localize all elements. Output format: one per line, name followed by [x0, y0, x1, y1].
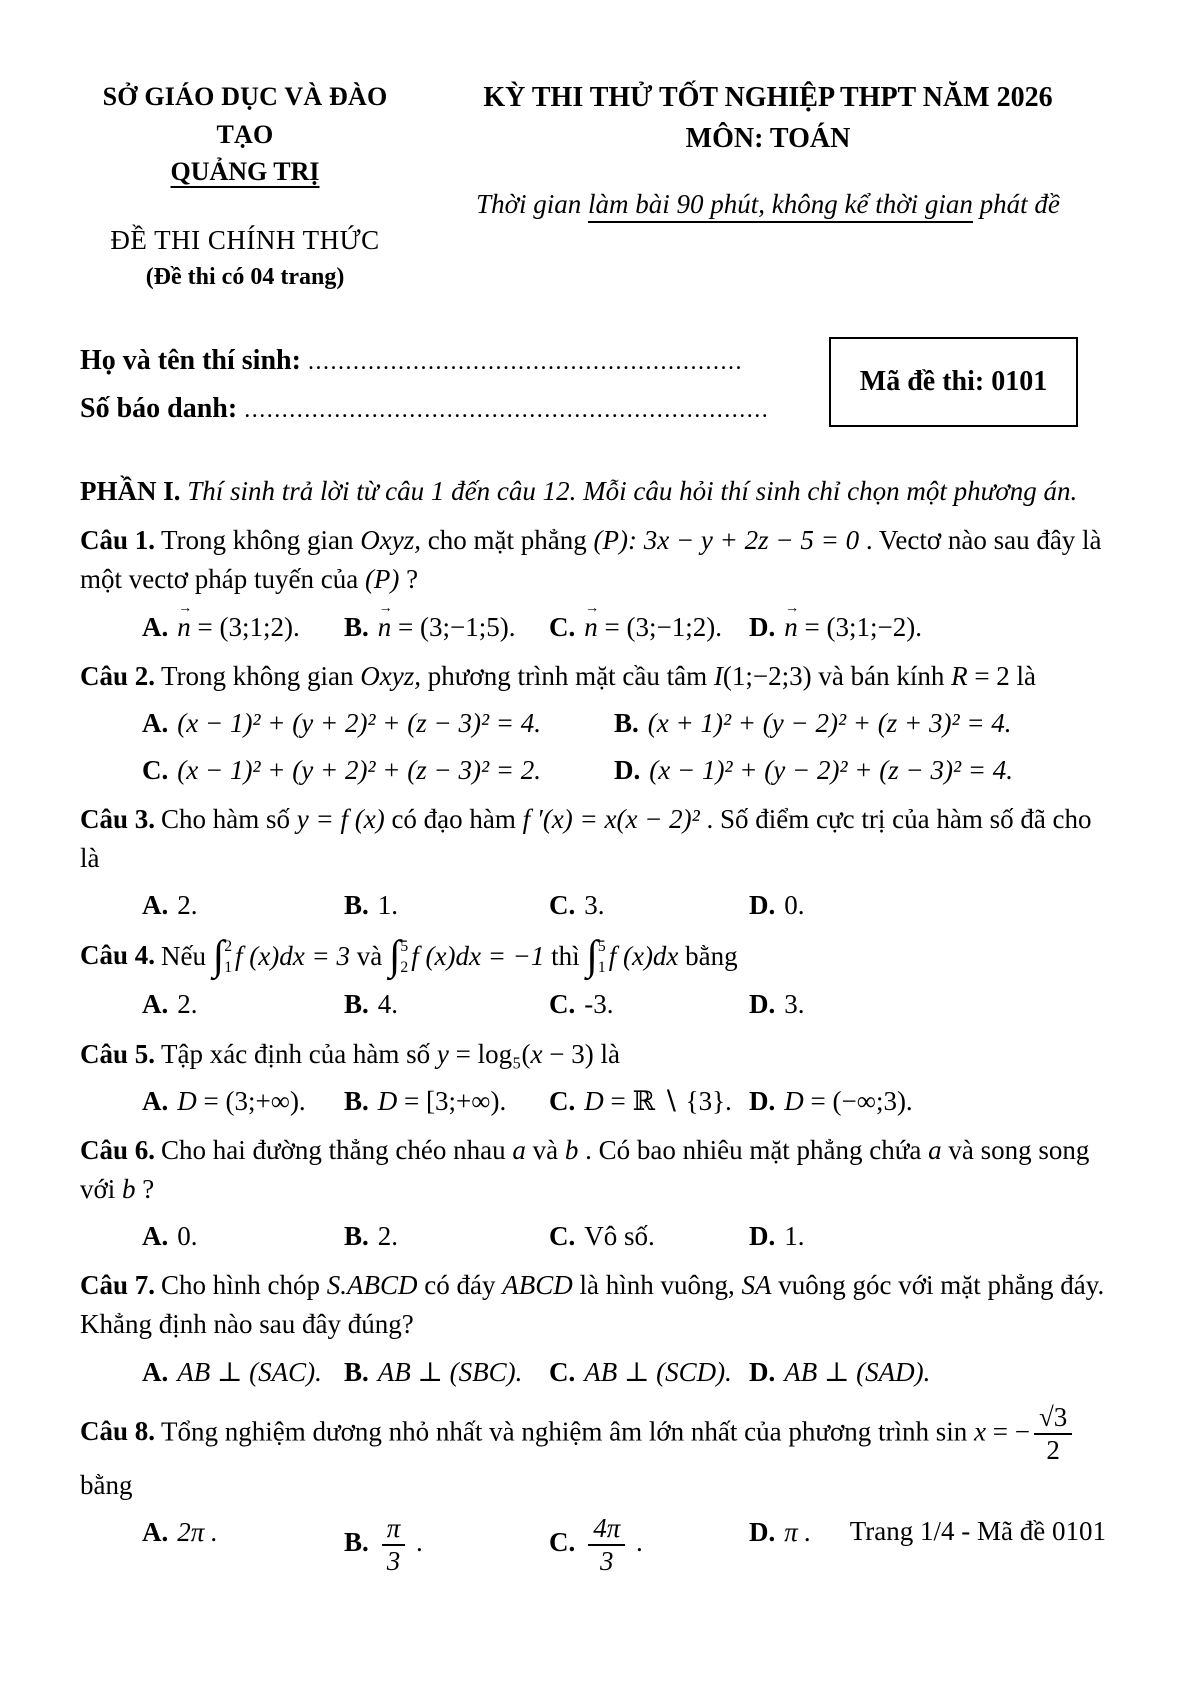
text-segment: y = f (x)	[296, 804, 385, 835]
text-segment: b	[564, 1134, 579, 1165]
page-count-note: (Đề thi có 04 trang)	[145, 264, 345, 291]
option-value	[378, 612, 516, 642]
option-label: A.	[142, 1516, 169, 1547]
option-label: B.	[344, 1527, 369, 1558]
option-value	[784, 1517, 811, 1547]
option-value	[784, 612, 922, 642]
option	[549, 1082, 749, 1121]
text-segment: vuông góc với mặt phẳng đáy. Khẳng định nào sau đây đúng?	[80, 1270, 1105, 1340]
option-label: A.	[142, 989, 169, 1020]
option	[142, 1513, 344, 1577]
text-segment: Trong không gian	[161, 525, 361, 556]
part1-instruction: Thí sinh trả lời từ câu 1 đến câu 12. Mỗi câu hỏi thí sinh chỉ chọn một phương án.	[187, 476, 1078, 507]
option	[344, 1082, 549, 1121]
question-number: Câu 1.	[80, 525, 156, 556]
text-segment: Cho hàm số	[161, 804, 297, 835]
candidate-name-line	[80, 337, 769, 385]
text-segment: b	[122, 1174, 136, 1204]
text-segment: a	[928, 1134, 942, 1165]
option-value	[177, 612, 299, 642]
option-label: C.	[549, 890, 576, 921]
option-value	[177, 708, 541, 738]
text-segment: cho mặt phẳng	[421, 525, 594, 556]
exam-subject: MÔN: TOÁN	[685, 122, 851, 154]
text-segment: bằng	[80, 1469, 133, 1500]
option-label: B.	[344, 1356, 369, 1387]
text-segment: = [3;+∞).	[397, 1085, 507, 1116]
candidate-name-label: Họ và tên thí sinh:	[80, 345, 301, 376]
candidate-id-line	[80, 385, 769, 433]
issuing-authority-block	[80, 78, 410, 295]
option	[749, 886, 1106, 925]
text-segment: Cho hình chóp	[161, 1270, 327, 1301]
question	[80, 800, 1106, 925]
option	[749, 1353, 1106, 1392]
option-value	[584, 1086, 732, 1116]
option-value	[378, 989, 398, 1019]
question-options	[80, 704, 1106, 790]
option-label: B.	[344, 1085, 369, 1116]
option	[749, 1217, 1106, 1256]
text-segment: Oxyz,	[360, 660, 422, 691]
option-value	[378, 1357, 523, 1387]
option-label: A.	[142, 707, 169, 738]
text-segment: D	[784, 1085, 804, 1116]
text-segment: thì	[544, 940, 587, 971]
question-options	[80, 1353, 1106, 1392]
option-value	[378, 1086, 506, 1116]
question	[80, 521, 1106, 646]
option-value	[784, 1221, 804, 1251]
option	[614, 704, 1106, 743]
question-options	[80, 608, 1106, 647]
question-number: Câu 6.	[80, 1134, 156, 1165]
option	[749, 1082, 1106, 1121]
part1-label: PHẦN I.	[80, 476, 181, 507]
authority-name: SỞ GIÁO DỤC VÀ ĐÀO TẠO	[102, 82, 388, 149]
option-label: D.	[749, 890, 776, 921]
question-stem	[80, 1402, 1106, 1505]
option-label: C.	[549, 1085, 576, 1116]
text-segment: (x − 1)² + (y + 2)² + (z − 3)² = 4.	[177, 707, 542, 738]
text-segment: 0.	[784, 890, 805, 921]
text-segment: f (x)dx = 3	[235, 940, 350, 971]
text-segment: = (−∞;3).	[803, 1085, 913, 1116]
option-label: B.	[614, 707, 639, 738]
text-segment: = (3;1;−2).	[797, 611, 922, 642]
option	[142, 751, 614, 790]
text-segment: . Có bao nhiêu mặt phẳng chứa	[578, 1134, 929, 1165]
fraction: $\frac{\pi}{3}$	[382, 1513, 406, 1577]
option-label: A.	[142, 611, 169, 642]
option-value	[177, 1221, 197, 1251]
text-segment: bằng	[678, 940, 738, 971]
text-segment: 3.	[784, 989, 805, 1020]
question-stem	[80, 1131, 1106, 1209]
option-label: A.	[142, 1085, 169, 1116]
question-options	[80, 886, 1106, 925]
text-segment: y	[436, 1038, 449, 1069]
text-segment: x	[974, 1415, 986, 1446]
option-label: C.	[549, 989, 576, 1020]
text-segment: .	[409, 1527, 423, 1558]
text-segment: Tổng nghiệm dương nhỏ nhất và nghiệm âm lớn nhất của phương trình sin	[161, 1415, 974, 1446]
text-segment: D	[377, 1085, 398, 1116]
text-segment: 2.	[177, 890, 198, 921]
option-label: A.	[142, 1221, 169, 1252]
text-segment: = ℝ ∖ {3}.	[603, 1085, 732, 1116]
option-value	[177, 989, 197, 1019]
option-label: D.	[749, 989, 776, 1020]
text-segment: và song song với	[80, 1134, 1090, 1204]
text-segment: SA	[741, 1270, 772, 1301]
text-segment: S.ABCD	[326, 1270, 418, 1301]
text-segment: D	[584, 1085, 604, 1116]
text-segment: (x − 1)² + (y + 2)² + (z − 3)² = 2.	[177, 755, 542, 786]
option-label: B.	[344, 611, 369, 642]
question-stem	[80, 521, 1106, 599]
option-label: C.	[549, 1356, 576, 1387]
text-segment: = (3;1;2).	[190, 611, 300, 642]
integral-bounds: 5 2	[400, 938, 409, 976]
option-label: B.	[344, 1221, 369, 1252]
integral-bounds: 5 1	[597, 938, 606, 976]
question-options	[80, 985, 1106, 1024]
text-segment: f ′(x) = x(x − 2)²	[522, 804, 700, 835]
option-value	[584, 890, 604, 920]
text-segment: = log₅(	[448, 1038, 531, 1069]
exam-duration-note	[430, 185, 1106, 224]
candidate-fields	[80, 337, 769, 432]
question-stem	[80, 932, 1106, 979]
text-segment: 1.	[377, 890, 399, 921]
option-label: D.	[614, 755, 641, 786]
text-segment: I	[713, 660, 723, 691]
question-number: Câu 3.	[80, 804, 156, 835]
text-segment: (P): 3x − y + 2z − 5 = 0	[593, 525, 860, 556]
option-label: C.	[549, 611, 576, 642]
text-segment: = (3;−1;2).	[597, 611, 722, 642]
option	[344, 985, 549, 1024]
text-segment: AB ⊥ (SBC).	[377, 1356, 523, 1387]
option-label: C.	[549, 1221, 576, 1252]
option-label: D.	[749, 1221, 776, 1252]
option-value	[584, 1357, 732, 1387]
option	[344, 1217, 549, 1256]
candidate-info-section	[80, 337, 1106, 432]
exam-code: Mã đề thi: 0101	[859, 365, 1048, 397]
text-segment: f (x)dx	[608, 940, 679, 971]
text-segment: = −	[985, 1415, 1030, 1446]
text-segment: ?	[135, 1174, 155, 1204]
vector-symbol: n →	[378, 608, 392, 647]
option	[549, 1217, 749, 1256]
option-value	[378, 1221, 398, 1251]
option	[142, 608, 344, 647]
vector-symbol: n →	[784, 608, 798, 647]
text-segment: 4.	[377, 989, 399, 1020]
question	[80, 1266, 1106, 1391]
text-segment: AB ⊥ (SCD).	[584, 1356, 732, 1387]
option	[614, 751, 1106, 790]
option	[142, 1217, 344, 1256]
official-exam-label: ĐỀ THI CHÍNH THỨC	[110, 225, 380, 256]
option-value	[177, 890, 197, 920]
vector-symbol: n →	[177, 608, 191, 647]
question-number: Câu 8.	[80, 1415, 156, 1446]
option-label: D.	[749, 1356, 776, 1387]
option-label: B.	[344, 989, 369, 1020]
option-value	[584, 1221, 655, 1251]
option-value	[177, 1517, 218, 1547]
option	[142, 1082, 344, 1121]
option	[344, 1513, 549, 1577]
question-number: Câu 7.	[80, 1270, 156, 1301]
text-segment: ABCD	[502, 1270, 573, 1301]
option-value	[584, 612, 722, 642]
question-number: Câu 4.	[80, 940, 156, 971]
candidate-id-label: Số báo danh:	[80, 392, 238, 424]
text-segment: có đạo hàm	[384, 804, 523, 835]
text-segment: (1;−2;3) và bán kính	[722, 660, 952, 691]
text-segment: ?	[399, 564, 419, 595]
option-value	[177, 1086, 305, 1116]
text-segment: = (3;−1;5).	[391, 611, 516, 642]
text-segment: a	[512, 1134, 526, 1165]
text-segment: phương trình mặt cầu tâm	[421, 660, 714, 691]
text-segment: -3.	[584, 989, 614, 1020]
text-segment: và	[525, 1134, 565, 1165]
text-segment: 3.	[584, 890, 605, 921]
exam-title: KỲ THI THỬ TỐT NGHIỆP THPT NĂM 2026	[483, 82, 1053, 113]
text-segment: 1.	[784, 1221, 805, 1252]
fraction: $\frac{√3}{2}$	[1034, 1402, 1072, 1466]
option-label: A.	[142, 890, 169, 921]
text-segment: 0.	[177, 1221, 198, 1252]
text-segment: 2π .	[177, 1516, 218, 1547]
text-segment: AB ⊥ (SAC).	[177, 1356, 322, 1387]
option	[549, 608, 749, 647]
question-number: Câu 2.	[80, 660, 156, 691]
option-label: B.	[344, 890, 369, 921]
vector-symbol: n →	[584, 608, 598, 647]
option	[142, 985, 344, 1024]
text-segment: . Số điểm cực trị của hàm số đã cho là	[80, 804, 1092, 874]
integral-sign: ∫	[586, 932, 598, 979]
option-label: D.	[749, 1516, 776, 1547]
text-segment: Cho hai đường thẳng chéo nhau	[161, 1134, 513, 1165]
integral-bounds: 2 1	[224, 938, 233, 976]
text-segment: D	[177, 1085, 197, 1116]
text-segment: 2.	[377, 1221, 399, 1252]
option-value	[584, 1512, 643, 1576]
text-segment: x	[530, 1038, 543, 1069]
option-label: D.	[749, 611, 776, 642]
option	[142, 886, 344, 925]
option-value	[784, 1357, 930, 1387]
questions-list	[80, 521, 1106, 1577]
exam-code-box	[829, 337, 1078, 427]
option-label: A.	[142, 1356, 169, 1387]
authority-province: QUẢNG TRỊ	[170, 157, 320, 187]
option	[344, 608, 549, 647]
part1-heading	[80, 472, 1106, 511]
option	[549, 1513, 749, 1577]
option	[749, 608, 1106, 647]
option-value	[378, 1512, 423, 1576]
option	[344, 1353, 549, 1392]
text-segment: Trong không gian	[161, 660, 361, 691]
text-segment: có đáy	[417, 1270, 503, 1301]
candidate-name-blank: ..........................................................	[307, 349, 743, 375]
exam-title-block	[410, 78, 1106, 224]
option-label: D.	[749, 1085, 776, 1116]
option-value	[784, 890, 804, 920]
question-stem	[80, 1035, 1106, 1074]
question-stem	[80, 1266, 1106, 1344]
option	[749, 985, 1106, 1024]
option-value	[648, 708, 1012, 738]
text-segment: .	[629, 1527, 643, 1558]
integral-sign: ∫	[388, 932, 401, 979]
option-value	[649, 755, 1013, 785]
question-stem	[80, 657, 1106, 696]
text-segment: Nếu	[161, 940, 213, 971]
text-segment: và	[349, 940, 389, 971]
question-stem	[80, 800, 1106, 878]
text-segment: Tập xác định của hàm số	[161, 1038, 437, 1069]
option-label: C.	[549, 1527, 576, 1558]
candidate-id-blank: ......................................................................	[244, 396, 770, 423]
option-value	[784, 989, 804, 1019]
option-label: C.	[142, 755, 169, 786]
question-options	[80, 1082, 1106, 1121]
option-value	[784, 1086, 912, 1116]
text-segment: AB ⊥ (SAD).	[784, 1356, 931, 1387]
text-segment: f (x)dx = −1	[411, 940, 545, 971]
question	[80, 1035, 1106, 1121]
option	[344, 886, 549, 925]
option	[142, 1353, 344, 1392]
duration-suffix: phát đề	[972, 189, 1060, 220]
duration-underlined: làm bài 90 phút, không kể thời gian	[588, 189, 973, 223]
text-segment: là hình vuông,	[572, 1270, 742, 1301]
option-value	[177, 755, 541, 785]
option	[549, 886, 749, 925]
option	[549, 985, 749, 1024]
duration-prefix: Thời gian	[476, 189, 589, 220]
document-header	[80, 78, 1106, 295]
text-segment: 2.	[177, 989, 198, 1020]
question-options	[80, 1217, 1106, 1256]
text-segment: = 2 là	[967, 660, 1037, 691]
question	[80, 1131, 1106, 1256]
option	[549, 1353, 749, 1392]
page-footer: Trang 1/4 - Mã đề 0101	[849, 1516, 1106, 1546]
text-segment: − 3) là	[542, 1038, 620, 1069]
question	[80, 932, 1106, 1025]
text-segment: Oxyz,	[360, 525, 422, 556]
text-segment: (P)	[364, 564, 400, 595]
text-segment: R	[951, 660, 968, 691]
text-segment: Vô số.	[584, 1221, 655, 1252]
option-value	[584, 989, 613, 1019]
question	[80, 657, 1106, 790]
text-segment: = (3;+∞).	[196, 1085, 306, 1116]
option-value	[177, 1357, 322, 1387]
fraction: $\frac{4\pi}{3}$	[588, 1513, 625, 1577]
integral-sign: ∫	[212, 932, 225, 979]
text-segment: (x + 1)² + (y − 2)² + (z + 3)² = 4.	[647, 707, 1012, 738]
text-segment: . Vectơ nào sau đây là một vectơ pháp tuyến của	[80, 525, 1102, 595]
option	[142, 704, 614, 743]
text-segment: π .	[784, 1516, 812, 1547]
option-value	[378, 890, 398, 920]
text-segment: (x − 1)² + (y − 2)² + (z − 3)² = 4.	[649, 755, 1014, 786]
question-number: Câu 5.	[80, 1038, 156, 1069]
